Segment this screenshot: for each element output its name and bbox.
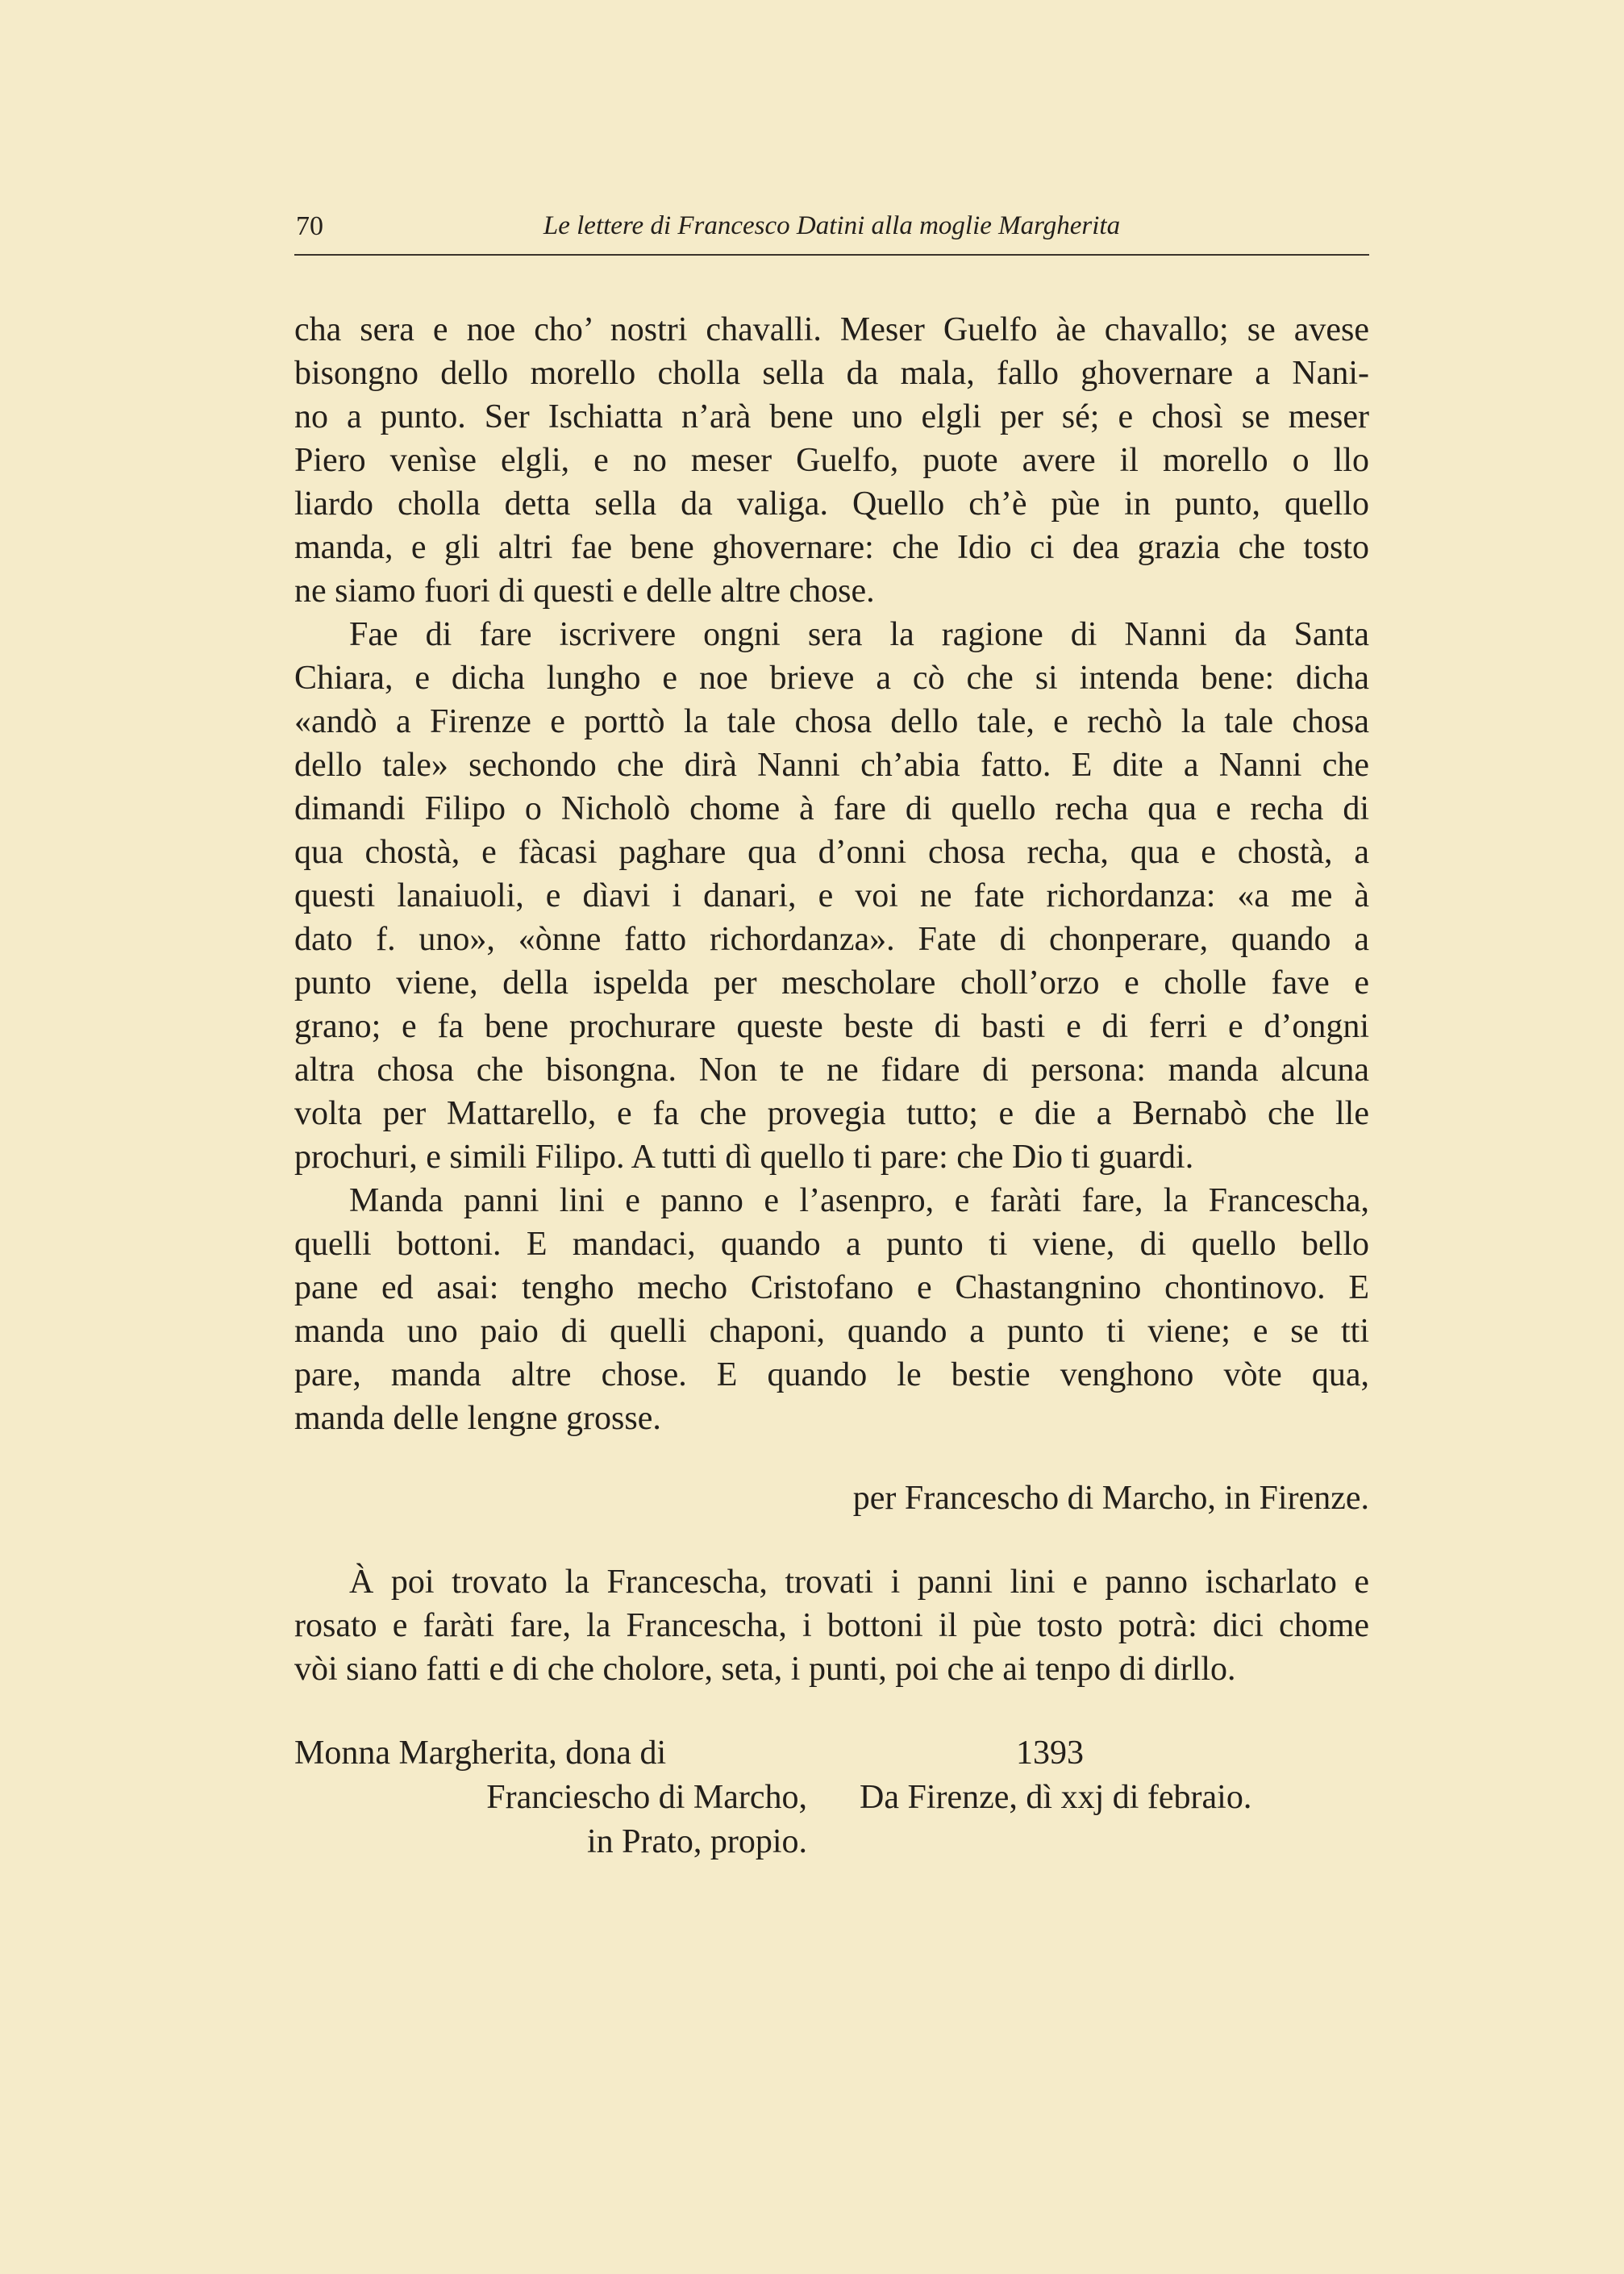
- text-line: rosato e faràti fare, la Francescha, i bottoni il pùe tosto potrà: dici chome: [294, 1607, 1369, 1644]
- text-line: punto viene, della ispelda per mescholare choll’orzo e cholle fave e: [294, 964, 1369, 1002]
- text-line: volta per Mattarello, e fa che provegia tutto; e die a Bernabò che lle: [294, 1095, 1369, 1132]
- text-line: prochuri, e simili Filipo. A tutti dì quello ti pare: che Dio ti guardi.: [294, 1139, 1194, 1176]
- text-line: qua chostà, e fàcasi paghare qua d’onni chosa recha, qua e chostà, a: [294, 834, 1369, 871]
- text-line: cha sera e noe cho’ nostri chavalli. Meser Guelfo àe chavallo; se avese: [294, 311, 1369, 348]
- text-line: Fae di fare iscrivere ongni sera la ragione di Nanni da Santa: [349, 616, 1369, 653]
- text-line: grano; e fa bene prochurare queste beste di basti e di ferri e d’ongni: [294, 1008, 1369, 1045]
- text-line: quelli bottoni. E mandaci, quando a punto ti viene, di quello bello: [294, 1226, 1369, 1263]
- text-line: vòi siano fatti e di che cholore, seta, i punti, poi che ai tenpo di dirllo.: [294, 1651, 1236, 1688]
- text-line: manda delle lengne grosse.: [294, 1400, 661, 1437]
- page-number: 70: [296, 211, 323, 241]
- text-line: altra chosa che bisongna. Non te ne fidare di persona: manda alcuna: [294, 1052, 1369, 1089]
- header-rule: [294, 254, 1369, 256]
- running-title: Le lettere di Francesco Datini alla moglie Margherita: [543, 211, 1121, 240]
- letter-date: Da Firenze, dì xxj di febraio.: [860, 1779, 1252, 1816]
- text-line: bisongno dello morello cholla sella da mala, fallo ghovernare a Nani-: [294, 355, 1369, 392]
- text-line: «andò a Firenze e porttò la tale chosa dello tale, e rechò la tale chosa: [294, 703, 1369, 740]
- text-line: À poi trovato la Francescha, trovati i panni lini e panno ischarlato e: [349, 1564, 1369, 1601]
- text-line: pare, manda altre chose. E quando le bestie venghono vòte qua,: [294, 1356, 1369, 1393]
- text-line: Manda panni lini e panno e l’asenpro, e faràti fare, la Francescha,: [349, 1182, 1369, 1219]
- text-line: dato f. uno», «ònne fatto richordanza». Fate di chonperare, quando a: [294, 921, 1369, 958]
- postscript: [294, 1560, 1369, 1691]
- text-line: manda uno paio di quelli chaponi, quando a punto ti viene; e se tti: [294, 1313, 1369, 1350]
- text-line: Chiara, e dicha lungho e noe brieve a cò che si intenda bene: dicha: [294, 660, 1369, 697]
- text-line: pane ed asai: tengho mecho Cristofano e Chastangnino chontinovo. E: [294, 1269, 1369, 1306]
- text-line: liardo cholla detta sella da valiga. Quello ch’è pùe in punto, quello: [294, 485, 1369, 523]
- letter-year: 1393: [1016, 1735, 1084, 1772]
- paragraph: [294, 308, 1369, 613]
- text-line: no a punto. Ser Ischiatta n’arà bene uno elgli per sé; e chosì se meser: [294, 398, 1369, 435]
- letter-body: [294, 308, 1369, 1440]
- recipient-line-1: Monna Margherita, dona di: [294, 1735, 667, 1772]
- text-line: ne siamo fuori di questi e delle altre chose.: [294, 573, 875, 610]
- text-line: dimandi Filipo o Nicholò chome à fare di quello recha qua e recha di: [294, 790, 1369, 827]
- recipient-line-2: Franciescho di Marcho,: [486, 1779, 807, 1816]
- paragraph: [294, 1179, 1369, 1440]
- paragraph: [294, 613, 1369, 1179]
- running-header: [294, 211, 1369, 252]
- text-line: Piero venìse elgli, e no meser Guelfo, puote avere il morello o llo: [294, 442, 1369, 479]
- text-line: manda, e gli altri fae bene ghovernare: che Idio ci dea grazia che tosto: [294, 529, 1369, 566]
- signature: per Francescho di Marcho, in Firenze.: [852, 1480, 1369, 1517]
- text-line: dello tale» sechondo che dirà Nanni ch’abia fatto. E dite a Nanni che: [294, 747, 1369, 784]
- recipient-line-3: in Prato, propio.: [587, 1823, 807, 1860]
- text-line: questi lanaiuoli, e dìavi i danari, e voi ne fate richordanza: «a me à: [294, 877, 1369, 914]
